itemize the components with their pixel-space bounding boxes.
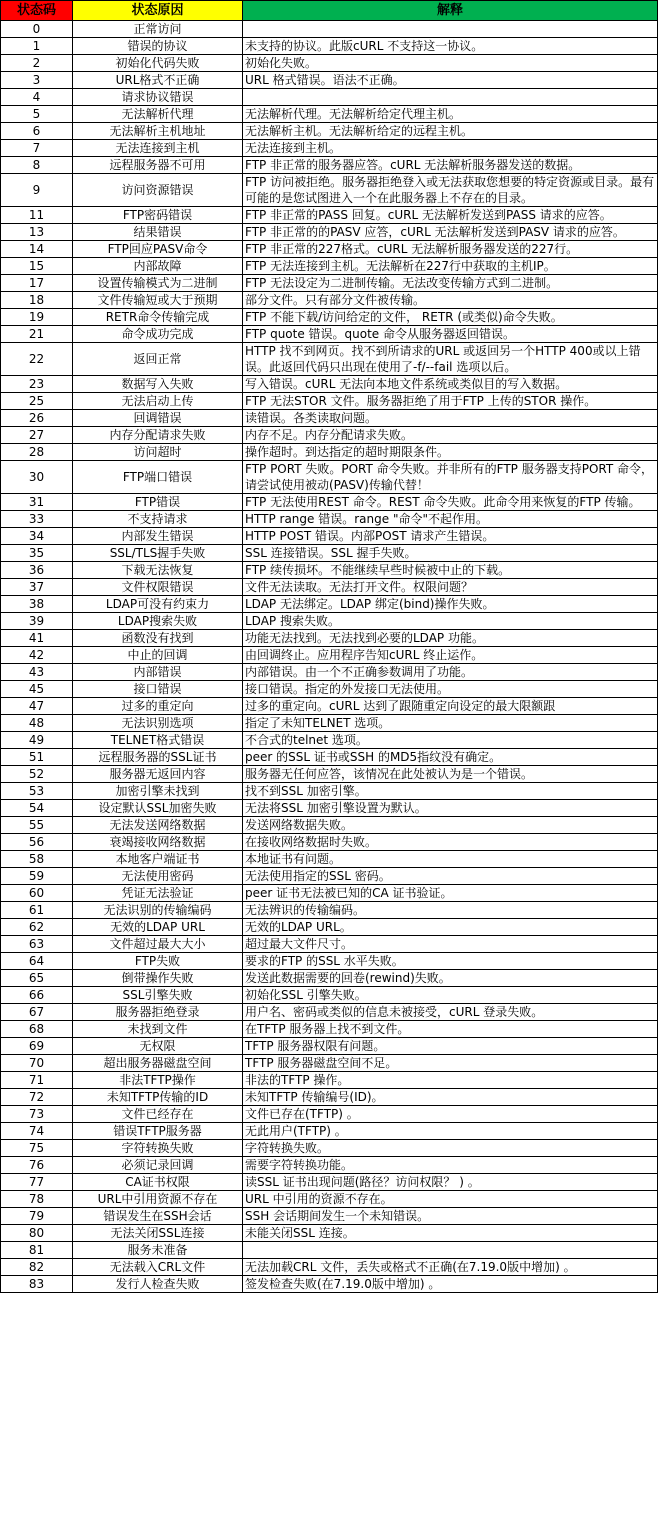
status-code-cell: 75 xyxy=(1,1140,73,1157)
status-code-cell: 0 xyxy=(1,21,73,38)
status-code-cell: 81 xyxy=(1,1242,73,1259)
explanation-cell: FTP 非正常的服务器应答。cURL 无法解析服务器发送的数据。 xyxy=(243,157,658,174)
table-row xyxy=(1,630,658,647)
explanation-cell: FTP 非正常的的PASV 应答，cURL 无法解析发送到PASV 请求的应答。 xyxy=(243,224,658,241)
explanation-cell: 发送网络数据失败。 xyxy=(243,817,658,834)
status-reason-cell: 必须记录回调 xyxy=(73,1157,243,1174)
status-reason-cell: 内存分配请求失败 xyxy=(73,427,243,444)
status-code-cell: 56 xyxy=(1,834,73,851)
table-row xyxy=(1,851,658,868)
explanation-cell: 不合式的telnet 选项。 xyxy=(243,732,658,749)
status-reason-cell: 不支持请求 xyxy=(73,511,243,528)
status-reason-cell: 无法识别选项 xyxy=(73,715,243,732)
status-code-cell: 25 xyxy=(1,393,73,410)
explanation-cell: FTP 非正常的227格式。cURL 无法解析服务器发送的227行。 xyxy=(243,241,658,258)
status-reason-cell: 无法载入CRL文件 xyxy=(73,1259,243,1276)
status-code-cell: 43 xyxy=(1,664,73,681)
table-row xyxy=(1,376,658,393)
status-code-cell: 38 xyxy=(1,596,73,613)
status-reason-cell: 服务器拒绝登录 xyxy=(73,1004,243,1021)
status-code-cell: 55 xyxy=(1,817,73,834)
explanation-cell: 初始化失败。 xyxy=(243,55,658,72)
status-reason-cell: 设定默认SSL加密失败 xyxy=(73,800,243,817)
table-row xyxy=(1,309,658,326)
status-code-cell: 31 xyxy=(1,494,73,511)
status-reason-cell: 初始化代码失败 xyxy=(73,55,243,72)
status-code-cell: 65 xyxy=(1,970,73,987)
status-reason-cell: 中止的回调 xyxy=(73,647,243,664)
status-reason-cell: 内部错误 xyxy=(73,664,243,681)
status-code-cell: 54 xyxy=(1,800,73,817)
table-row xyxy=(1,38,658,55)
explanation-cell: LDAP 无法绑定。LDAP 绑定(bind)操作失败。 xyxy=(243,596,658,613)
table-row xyxy=(1,681,658,698)
table-row xyxy=(1,1123,658,1140)
status-code-cell: 6 xyxy=(1,123,73,140)
status-reason-cell: SSL/TLS握手失败 xyxy=(73,545,243,562)
status-reason-cell: 内部故障 xyxy=(73,258,243,275)
explanation-cell: FTP 无法设定为二进制传输。无法改变传输方式到二进制。 xyxy=(243,275,658,292)
status-reason-cell: FTP失败 xyxy=(73,953,243,970)
status-reason-cell: FTP回应PASV命令 xyxy=(73,241,243,258)
table-body xyxy=(1,21,658,1293)
status-code-cell: 37 xyxy=(1,579,73,596)
header-status-code: 状态码 xyxy=(1,1,73,21)
explanation-cell: 发送此数据需要的回卷(rewind)失败。 xyxy=(243,970,658,987)
explanation-cell: 非法的TFTP 操作。 xyxy=(243,1072,658,1089)
status-code-cell: 23 xyxy=(1,376,73,393)
status-reason-cell: 凭证无法验证 xyxy=(73,885,243,902)
table-row xyxy=(1,1021,658,1038)
status-reason-cell: 访问资源错误 xyxy=(73,174,243,207)
table-row xyxy=(1,1089,658,1106)
explanation-cell: 无法连接到主机。 xyxy=(243,140,658,157)
explanation-cell: LDAP 搜索失败。 xyxy=(243,613,658,630)
status-reason-cell: 衰竭接收网络数据 xyxy=(73,834,243,851)
table-row xyxy=(1,157,658,174)
table-row xyxy=(1,919,658,936)
explanation-cell: 无法使用指定的SSL 密码。 xyxy=(243,868,658,885)
explanation-cell: FTP 无法使用REST 命令。REST 命令失败。此命令用来恢复的FTP 传输。 xyxy=(243,494,658,511)
status-code-cell: 53 xyxy=(1,783,73,800)
table-row xyxy=(1,72,658,89)
status-code-cell: 59 xyxy=(1,868,73,885)
explanation-cell xyxy=(243,21,658,38)
status-reason-cell: 服务器无返回内容 xyxy=(73,766,243,783)
table-row xyxy=(1,902,658,919)
explanation-cell: HTTP 找不到网页。找不到所请求的URL 或返回另一个HTTP 400或以上错误。此返回代码只出现在使用了-f/--fail 选项以后。 xyxy=(243,343,658,376)
explanation-cell: 无效的LDAP URL。 xyxy=(243,919,658,936)
status-reason-cell: 加密引擎未找到 xyxy=(73,783,243,800)
explanation-cell: 部分文件。只有部分文件被传输。 xyxy=(243,292,658,309)
explanation-cell: 需要字符转换功能。 xyxy=(243,1157,658,1174)
status-reason-cell: 错误的协议 xyxy=(73,38,243,55)
status-reason-cell: 无权限 xyxy=(73,1038,243,1055)
status-reason-cell: FTP密码错误 xyxy=(73,207,243,224)
status-code-cell: 51 xyxy=(1,749,73,766)
table-row xyxy=(1,1191,658,1208)
status-reason-cell: 字符转换失败 xyxy=(73,1140,243,1157)
status-reason-cell: 正常访问 xyxy=(73,21,243,38)
status-reason-cell: 文件权限错误 xyxy=(73,579,243,596)
status-code-cell: 8 xyxy=(1,157,73,174)
table-row xyxy=(1,562,658,579)
table-row xyxy=(1,715,658,732)
explanation-cell: FTP 无法连接到主机。无法解析在227行中获取的主机IP。 xyxy=(243,258,658,275)
status-reason-cell: 超出服务器磁盘空间 xyxy=(73,1055,243,1072)
status-code-cell: 60 xyxy=(1,885,73,902)
table-row xyxy=(1,494,658,511)
explanation-cell: 用户名、密码或类似的信息未被接受，cURL 登录失败。 xyxy=(243,1004,658,1021)
status-reason-cell: SSL引擎失败 xyxy=(73,987,243,1004)
status-code-cell: 64 xyxy=(1,953,73,970)
status-reason-cell: 回调错误 xyxy=(73,410,243,427)
table-row xyxy=(1,393,658,410)
explanation-cell: TFTP 服务器权限有问题。 xyxy=(243,1038,658,1055)
status-code-cell: 11 xyxy=(1,207,73,224)
status-code-cell: 33 xyxy=(1,511,73,528)
table-row xyxy=(1,21,658,38)
table-row xyxy=(1,343,658,376)
status-reason-cell: 无法连接到主机 xyxy=(73,140,243,157)
status-code-cell: 18 xyxy=(1,292,73,309)
explanation-cell: FTP 访问被拒绝。服务器拒绝登入或无法获取您想要的特定资源或目录。最有可能的是您试图进入一个在此服务器上不存在的目录。 xyxy=(243,174,658,207)
table-row xyxy=(1,55,658,72)
table-row xyxy=(1,885,658,902)
table-row xyxy=(1,528,658,545)
explanation-cell: URL 格式错误。语法不正确。 xyxy=(243,72,658,89)
status-reason-cell: 无法解析代理 xyxy=(73,106,243,123)
table-row xyxy=(1,89,658,106)
status-code-cell: 73 xyxy=(1,1106,73,1123)
explanation-cell: 初始化SSL 引擎失败。 xyxy=(243,987,658,1004)
explanation-cell: 无法加载CRL 文件，丢失或格式不正确(在7.19.0版中增加) 。 xyxy=(243,1259,658,1276)
table-row xyxy=(1,140,658,157)
table-row xyxy=(1,987,658,1004)
explanation-cell xyxy=(243,1242,658,1259)
status-reason-cell: 发行人检查失败 xyxy=(73,1276,243,1293)
table-row xyxy=(1,766,658,783)
table-row xyxy=(1,427,658,444)
status-reason-cell: 下载无法恢复 xyxy=(73,562,243,579)
explanation-cell: URL 中引用的资源不存在。 xyxy=(243,1191,658,1208)
status-reason-cell: 倒带操作失败 xyxy=(73,970,243,987)
status-reason-cell: FTP错误 xyxy=(73,494,243,511)
table-row xyxy=(1,613,658,630)
explanation-cell: 服务器无任何应答，该情况在此处被认为是一个错误。 xyxy=(243,766,658,783)
status-reason-cell: 请求协议错误 xyxy=(73,89,243,106)
status-reason-cell: 访问超时 xyxy=(73,444,243,461)
status-reason-cell: 命令成功完成 xyxy=(73,326,243,343)
explanation-cell: 过多的重定向。cURL 达到了跟随重定向设定的最大限额跟 xyxy=(243,698,658,715)
status-reason-cell: 无法解析主机地址 xyxy=(73,123,243,140)
status-code-cell: 49 xyxy=(1,732,73,749)
status-code-cell: 74 xyxy=(1,1123,73,1140)
status-reason-cell: 文件超过最大大小 xyxy=(73,936,243,953)
status-code-cell: 83 xyxy=(1,1276,73,1293)
status-code-cell: 35 xyxy=(1,545,73,562)
table-row xyxy=(1,1259,658,1276)
table-row xyxy=(1,1072,658,1089)
explanation-cell: HTTP range 错误。range "命令"不起作用。 xyxy=(243,511,658,528)
explanation-cell: 未知TFTP 传输编号(ID)。 xyxy=(243,1089,658,1106)
status-code-cell: 4 xyxy=(1,89,73,106)
status-reason-cell: 无效的LDAP URL xyxy=(73,919,243,936)
status-code-cell: 15 xyxy=(1,258,73,275)
explanation-cell: FTP PORT 失败。PORT 命令失败。并非所有的FTP 服务器支持PORT 命令，请尝试使用被动(PASV)传输代替！ xyxy=(243,461,658,494)
explanation-cell: FTP 续传损坏。不能继续早些时候被中止的下载。 xyxy=(243,562,658,579)
table-row xyxy=(1,207,658,224)
table-row xyxy=(1,647,658,664)
status-reason-cell: CA证书权限 xyxy=(73,1174,243,1191)
table-row xyxy=(1,174,658,207)
table-row xyxy=(1,1242,658,1259)
explanation-cell: 由回调终止。应用程序告知cURL 终止运作。 xyxy=(243,647,658,664)
status-reason-cell: 返回正常 xyxy=(73,343,243,376)
status-code-cell: 70 xyxy=(1,1055,73,1072)
explanation-cell: 无法解析代理。无法解析给定代理主机。 xyxy=(243,106,658,123)
status-code-cell: 36 xyxy=(1,562,73,579)
status-code-cell: 22 xyxy=(1,343,73,376)
status-code-cell: 79 xyxy=(1,1208,73,1225)
explanation-cell: 文件已存在(TFTP) 。 xyxy=(243,1106,658,1123)
explanation-cell: 功能无法找到。无法找到必要的LDAP 功能。 xyxy=(243,630,658,647)
status-reason-cell: 服务未准备 xyxy=(73,1242,243,1259)
table-row xyxy=(1,258,658,275)
status-reason-cell: 内部发生错误 xyxy=(73,528,243,545)
status-reason-cell: LDAP可没有约束力 xyxy=(73,596,243,613)
explanation-cell: 未支持的协议。此版cURL 不支持这一协议。 xyxy=(243,38,658,55)
status-code-cell: 41 xyxy=(1,630,73,647)
header-status-reason: 状态原因 xyxy=(73,1,243,21)
header-row xyxy=(1,1,658,21)
table-row xyxy=(1,1225,658,1242)
status-code-cell: 69 xyxy=(1,1038,73,1055)
status-code-cell: 14 xyxy=(1,241,73,258)
table-row xyxy=(1,732,658,749)
status-reason-cell: 数据写入失败 xyxy=(73,376,243,393)
status-reason-cell: 非法TFTP操作 xyxy=(73,1072,243,1089)
explanation-cell: 内存不足。内存分配请求失败。 xyxy=(243,427,658,444)
explanation-cell: 指定了未知TELNET 选项。 xyxy=(243,715,658,732)
explanation-cell: 字符转换失败。 xyxy=(243,1140,658,1157)
table-row xyxy=(1,783,658,800)
status-code-cell: 71 xyxy=(1,1072,73,1089)
table-row xyxy=(1,1276,658,1293)
table-row xyxy=(1,817,658,834)
table-row xyxy=(1,241,658,258)
table-row xyxy=(1,123,658,140)
explanation-cell: FTP 不能下载/访问给定的文件， RETR (或类似)命令失败。 xyxy=(243,309,658,326)
status-code-cell: 78 xyxy=(1,1191,73,1208)
status-code-cell: 76 xyxy=(1,1157,73,1174)
status-code-cell: 9 xyxy=(1,174,73,207)
table-row xyxy=(1,800,658,817)
table-row xyxy=(1,1038,658,1055)
table-row xyxy=(1,410,658,427)
table-row xyxy=(1,292,658,309)
explanation-cell: 文件无法读取。无法打开文件。权限问题？ xyxy=(243,579,658,596)
table-row xyxy=(1,970,658,987)
status-code-cell: 77 xyxy=(1,1174,73,1191)
status-code-cell: 42 xyxy=(1,647,73,664)
status-code-cell: 30 xyxy=(1,461,73,494)
table-row xyxy=(1,444,658,461)
explanation-cell: 要求的FTP 的SSL 水平失败。 xyxy=(243,953,658,970)
explanation-cell: FTP 非正常的PASS 回复。cURL 无法解析发送到PASS 请求的应答。 xyxy=(243,207,658,224)
status-reason-cell: 结果错误 xyxy=(73,224,243,241)
table-row xyxy=(1,596,658,613)
table-row xyxy=(1,1140,658,1157)
status-code-cell: 68 xyxy=(1,1021,73,1038)
status-code-cell: 45 xyxy=(1,681,73,698)
table-row xyxy=(1,579,658,596)
status-code-cell: 2 xyxy=(1,55,73,72)
table-row xyxy=(1,224,658,241)
status-code-cell: 72 xyxy=(1,1089,73,1106)
table-row xyxy=(1,1174,658,1191)
table-row xyxy=(1,106,658,123)
explanation-cell: 写入错误。cURL 无法向本地文件系统或类似目的写入数据。 xyxy=(243,376,658,393)
status-reason-cell: 过多的重定向 xyxy=(73,698,243,715)
status-reason-cell: 本地客户端证书 xyxy=(73,851,243,868)
table-row xyxy=(1,1004,658,1021)
table-row xyxy=(1,953,658,970)
explanation-cell: TFTP 服务器磁盘空间不足。 xyxy=(243,1055,658,1072)
status-code-cell: 34 xyxy=(1,528,73,545)
explanation-cell: 读错误。各类读取问题。 xyxy=(243,410,658,427)
explanation-cell: 在接收网络数据时失败。 xyxy=(243,834,658,851)
status-code-cell: 58 xyxy=(1,851,73,868)
table-row xyxy=(1,664,658,681)
status-reason-cell: 未知TFTP传输的ID xyxy=(73,1089,243,1106)
status-code-cell: 5 xyxy=(1,106,73,123)
explanation-cell: SSL 连接错误。SSL 握手失败。 xyxy=(243,545,658,562)
status-reason-cell: FTP端口错误 xyxy=(73,461,243,494)
explanation-cell: 超过最大文件尺寸。 xyxy=(243,936,658,953)
status-code-cell: 48 xyxy=(1,715,73,732)
explanation-cell: FTP quote 错误。quote 命令从服务器返回错误。 xyxy=(243,326,658,343)
status-code-cell: 26 xyxy=(1,410,73,427)
explanation-cell: SSH 会话期间发生一个未知错误。 xyxy=(243,1208,658,1225)
table-row xyxy=(1,545,658,562)
table-row xyxy=(1,511,658,528)
status-reason-cell: 无法识别的传输编码 xyxy=(73,902,243,919)
status-code-cell: 17 xyxy=(1,275,73,292)
explanation-cell: peer 的SSL 证书或SSH 的MD5指纹没有确定。 xyxy=(243,749,658,766)
status-reason-cell: RETR命令传输完成 xyxy=(73,309,243,326)
table-row xyxy=(1,868,658,885)
table-row xyxy=(1,1055,658,1072)
status-reason-cell: 无法启动上传 xyxy=(73,393,243,410)
status-reason-cell: 接口错误 xyxy=(73,681,243,698)
status-code-cell: 13 xyxy=(1,224,73,241)
status-code-cell: 27 xyxy=(1,427,73,444)
explanation-cell: 在TFTP 服务器上找不到文件。 xyxy=(243,1021,658,1038)
table-row xyxy=(1,1208,658,1225)
status-reason-cell: 无法关闭SSL连接 xyxy=(73,1225,243,1242)
status-reason-cell: URL格式不正确 xyxy=(73,72,243,89)
header-explanation: 解释 xyxy=(243,1,658,21)
explanation-cell: 无法将SSL 加密引擎设置为默认。 xyxy=(243,800,658,817)
status-reason-cell: 文件已经存在 xyxy=(73,1106,243,1123)
explanation-cell: 无法辨识的传输编码。 xyxy=(243,902,658,919)
status-reason-cell: 未找到文件 xyxy=(73,1021,243,1038)
explanation-cell xyxy=(243,89,658,106)
table-row xyxy=(1,936,658,953)
status-reason-cell: 函数没有找到 xyxy=(73,630,243,647)
table-row xyxy=(1,698,658,715)
status-code-cell: 62 xyxy=(1,919,73,936)
status-code-cell: 66 xyxy=(1,987,73,1004)
status-reason-cell: 无法发送网络数据 xyxy=(73,817,243,834)
status-code-cell: 1 xyxy=(1,38,73,55)
explanation-cell: 未能关闭SSL 连接。 xyxy=(243,1225,658,1242)
explanation-cell: 无法解析主机。无法解析给定的远程主机。 xyxy=(243,123,658,140)
table-row xyxy=(1,834,658,851)
status-code-cell: 80 xyxy=(1,1225,73,1242)
explanation-cell: 读SSL 证书出现问题(路径？访问权限？ ) 。 xyxy=(243,1174,658,1191)
table-row xyxy=(1,326,658,343)
explanation-cell: 签发检查失败(在7.19.0版中增加) 。 xyxy=(243,1276,658,1293)
status-code-cell: 67 xyxy=(1,1004,73,1021)
table-row xyxy=(1,461,658,494)
status-code-cell: 19 xyxy=(1,309,73,326)
status-code-cell: 39 xyxy=(1,613,73,630)
status-reason-cell: TELNET格式错误 xyxy=(73,732,243,749)
explanation-cell: 找不到SSL 加密引擎。 xyxy=(243,783,658,800)
status-code-cell: 61 xyxy=(1,902,73,919)
status-code-cell: 7 xyxy=(1,140,73,157)
status-reason-cell: 远程服务器不可用 xyxy=(73,157,243,174)
status-reason-cell: 错误TFTP服务器 xyxy=(73,1123,243,1140)
table-row xyxy=(1,1157,658,1174)
status-code-cell: 52 xyxy=(1,766,73,783)
explanation-cell: peer 证书无法被已知的CA 证书验证。 xyxy=(243,885,658,902)
explanation-cell: 操作超时。到达指定的超时期限条件。 xyxy=(243,444,658,461)
status-code-cell: 21 xyxy=(1,326,73,343)
status-reason-cell: LDAP搜索失败 xyxy=(73,613,243,630)
status-reason-cell: 文件传输短或大于预期 xyxy=(73,292,243,309)
status-reason-cell: 远程服务器的SSL证书 xyxy=(73,749,243,766)
status-code-cell: 3 xyxy=(1,72,73,89)
status-reason-cell: 设置传输模式为二进制 xyxy=(73,275,243,292)
explanation-cell: 本地证书有问题。 xyxy=(243,851,658,868)
status-reason-cell: 错误发生在SSH会话 xyxy=(73,1208,243,1225)
table-row xyxy=(1,1106,658,1123)
status-reason-cell: URL中引用资源不存在 xyxy=(73,1191,243,1208)
explanation-cell: 内部错误。由一个不正确参数调用了功能。 xyxy=(243,664,658,681)
table-row xyxy=(1,275,658,292)
explanation-cell: FTP 无法STOR 文件。服务器拒绝了用于FTP 上传的STOR 操作。 xyxy=(243,393,658,410)
status-code-cell: 63 xyxy=(1,936,73,953)
explanation-cell: 无此用户(TFTP) 。 xyxy=(243,1123,658,1140)
status-code-cell: 82 xyxy=(1,1259,73,1276)
status-reason-cell: 无法使用密码 xyxy=(73,868,243,885)
explanation-cell: HTTP POST 错误。内部POST 请求产生错误。 xyxy=(243,528,658,545)
explanation-cell: 接口错误。指定的外发接口无法使用。 xyxy=(243,681,658,698)
status-code-cell: 28 xyxy=(1,444,73,461)
table-row xyxy=(1,749,658,766)
status-code-cell: 47 xyxy=(1,698,73,715)
